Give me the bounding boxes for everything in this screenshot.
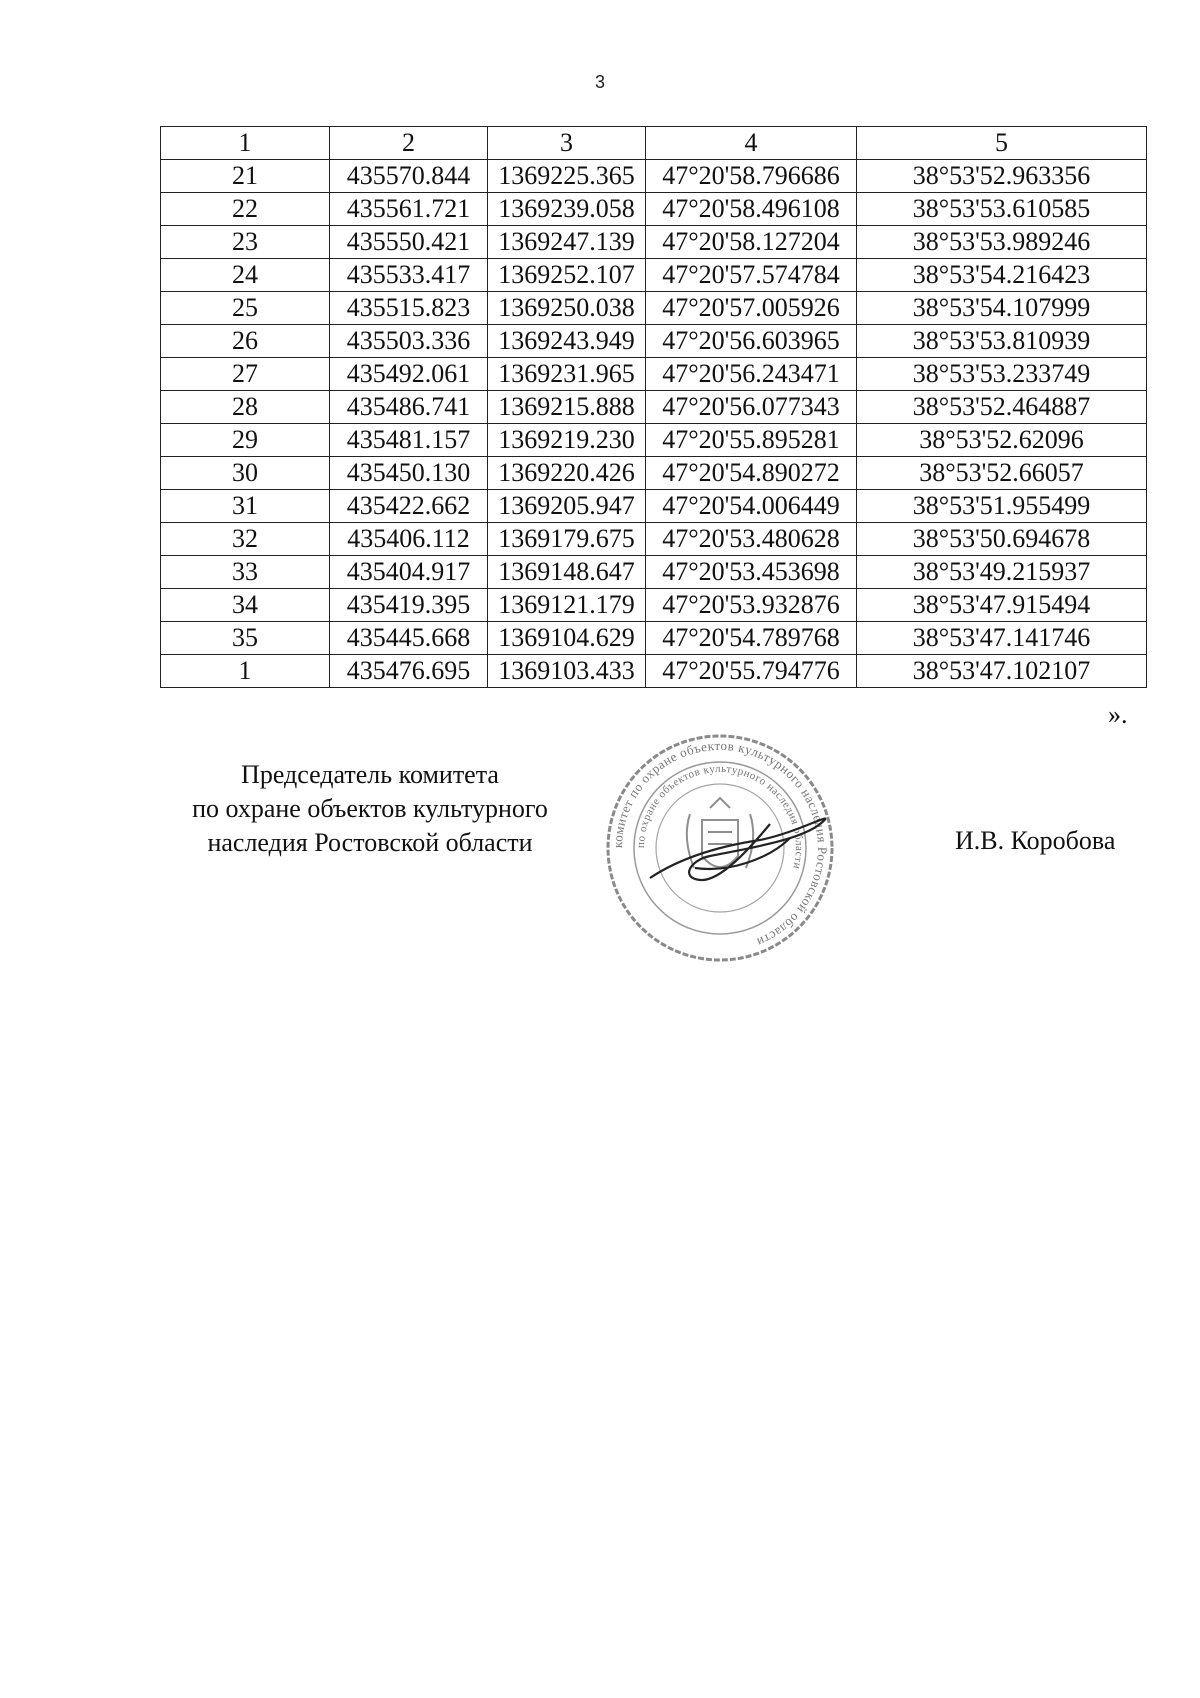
table-cell: 1369252.107 (488, 259, 646, 292)
table-cell: 38°53'52.464887 (857, 391, 1147, 424)
table-cell: 1369179.675 (488, 523, 646, 556)
column-header: 5 (857, 127, 1147, 160)
table-cell: 26 (161, 325, 330, 358)
table-cell: 435570.844 (330, 160, 488, 193)
coordinates-table (160, 126, 1147, 688)
column-header: 2 (330, 127, 488, 160)
table-cell: 47°20'55.794776 (646, 655, 857, 688)
column-header: 4 (646, 127, 857, 160)
table-cell: 38°53'47.102107 (857, 655, 1147, 688)
table-cell: 435476.695 (330, 655, 488, 688)
table-cell: 1369219.230 (488, 424, 646, 457)
table-cell: 34 (161, 589, 330, 622)
table-cell: 38°53'47.915494 (857, 589, 1147, 622)
page-number: 3 (594, 72, 605, 92)
table-row (161, 589, 1147, 622)
column-header: 3 (488, 127, 646, 160)
table-cell: 38°53'47.141746 (857, 622, 1147, 655)
coat-of-arms-icon (687, 798, 753, 868)
table-cell: 27 (161, 358, 330, 391)
table-cell: 38°53'52.62096 (857, 424, 1147, 457)
table-cell: 47°20'53.453698 (646, 556, 857, 589)
table-cell: 435503.336 (330, 325, 488, 358)
table-cell: 25 (161, 292, 330, 325)
table-cell: 47°20'57.574784 (646, 259, 857, 292)
signature-title-line: наследия Ростовской области (207, 828, 533, 857)
table-cell: 38°53'53.810939 (857, 325, 1147, 358)
table-cell: 1369225.365 (488, 160, 646, 193)
table-cell: 38°53'52.963356 (857, 160, 1147, 193)
table-cell: 435450.130 (330, 457, 488, 490)
table-cell: 38°53'51.955499 (857, 490, 1147, 523)
table-cell: 38°53'53.989246 (857, 226, 1147, 259)
table-cell: 1 (161, 655, 330, 688)
table-cell: 47°20'58.796686 (646, 160, 857, 193)
table-cell: 38°53'49.215937 (857, 556, 1147, 589)
table-cell: 31 (161, 490, 330, 523)
table-cell: 1369103.433 (488, 655, 646, 688)
table-body (161, 160, 1147, 688)
table-cell: 47°20'56.077343 (646, 391, 857, 424)
table-cell: 1369104.629 (488, 622, 646, 655)
table-cell: 38°53'54.107999 (857, 292, 1147, 325)
table-cell: 435561.721 (330, 193, 488, 226)
table-cell: 47°20'56.603965 (646, 325, 857, 358)
table-cell: 38°53'50.694678 (857, 523, 1147, 556)
table-cell: 435406.112 (330, 523, 488, 556)
table-row (161, 622, 1147, 655)
table-cell: 1369250.038 (488, 292, 646, 325)
table-cell: 435419.395 (330, 589, 488, 622)
table-row (161, 457, 1147, 490)
table-cell: 24 (161, 259, 330, 292)
table-row (161, 358, 1147, 391)
table-cell: 47°20'54.890272 (646, 457, 857, 490)
signature-title-line: по охране объектов культурного (192, 794, 548, 823)
table-cell: 435445.668 (330, 622, 488, 655)
official-seal (590, 728, 850, 968)
table-cell: 1369220.426 (488, 457, 646, 490)
seal-outer-text: комитет по охране объектов культурного наследия Ростовской области (609, 737, 831, 951)
table-cell: 33 (161, 556, 330, 589)
table-cell: 47°20'58.127204 (646, 226, 857, 259)
table-cell: 435481.157 (330, 424, 488, 457)
seal-inner-text: по охране объектов культурного наследия области (634, 762, 806, 871)
table-cell: 47°20'58.496108 (646, 193, 857, 226)
table-cell: 30 (161, 457, 330, 490)
table-cell: 23 (161, 226, 330, 259)
table-cell: 47°20'54.789768 (646, 622, 857, 655)
table-cell: 47°20'53.480628 (646, 523, 857, 556)
table-cell: 35 (161, 622, 330, 655)
table-cell: 1369205.947 (488, 490, 646, 523)
signature-title (160, 758, 580, 860)
table-row (161, 160, 1147, 193)
table-row (161, 391, 1147, 424)
table-cell: 47°20'57.005926 (646, 292, 857, 325)
table-cell: 435533.417 (330, 259, 488, 292)
signature-title-line: Председатель комитета (241, 760, 499, 789)
table-row (161, 325, 1147, 358)
table-row (161, 292, 1147, 325)
table-cell: 47°20'55.895281 (646, 424, 857, 457)
table-cell: 32 (161, 523, 330, 556)
table-cell: 435515.823 (330, 292, 488, 325)
table-cell: 21 (161, 160, 330, 193)
table-cell: 38°53'54.216423 (857, 259, 1147, 292)
table-cell: 38°53'53.610585 (857, 193, 1147, 226)
table-cell: 38°53'53.233749 (857, 358, 1147, 391)
table-header-row (161, 127, 1147, 160)
table-cell: 38°53'52.66057 (857, 457, 1147, 490)
table-cell: 22 (161, 193, 330, 226)
table-cell: 29 (161, 424, 330, 457)
table-cell: 1369243.949 (488, 325, 646, 358)
table-header (161, 127, 1147, 160)
table-cell: 1369215.888 (488, 391, 646, 424)
table-cell: 1369247.139 (488, 226, 646, 259)
table-cell: 47°20'53.932876 (646, 589, 857, 622)
table-row (161, 490, 1147, 523)
table-cell: 1369239.058 (488, 193, 646, 226)
table-cell: 1369231.965 (488, 358, 646, 391)
table-cell: 1369148.647 (488, 556, 646, 589)
table-cell: 47°20'54.006449 (646, 490, 857, 523)
table-row (161, 556, 1147, 589)
table-cell: 28 (161, 391, 330, 424)
table-cell: 1369121.179 (488, 589, 646, 622)
table-row (161, 424, 1147, 457)
table-cell: 435492.061 (330, 358, 488, 391)
column-header: 1 (161, 127, 330, 160)
table-cell: 435486.741 (330, 391, 488, 424)
table-cell: 435404.917 (330, 556, 488, 589)
table-row (161, 226, 1147, 259)
signer-name: И.В. Коробова (955, 826, 1116, 855)
table-row (161, 193, 1147, 226)
table-cell: 47°20'56.243471 (646, 358, 857, 391)
closing-quote: ». (1108, 700, 1128, 729)
table-row (161, 655, 1147, 688)
table-row (161, 259, 1147, 292)
table-cell: 435422.662 (330, 490, 488, 523)
table-row (161, 523, 1147, 556)
table-cell: 435550.421 (330, 226, 488, 259)
